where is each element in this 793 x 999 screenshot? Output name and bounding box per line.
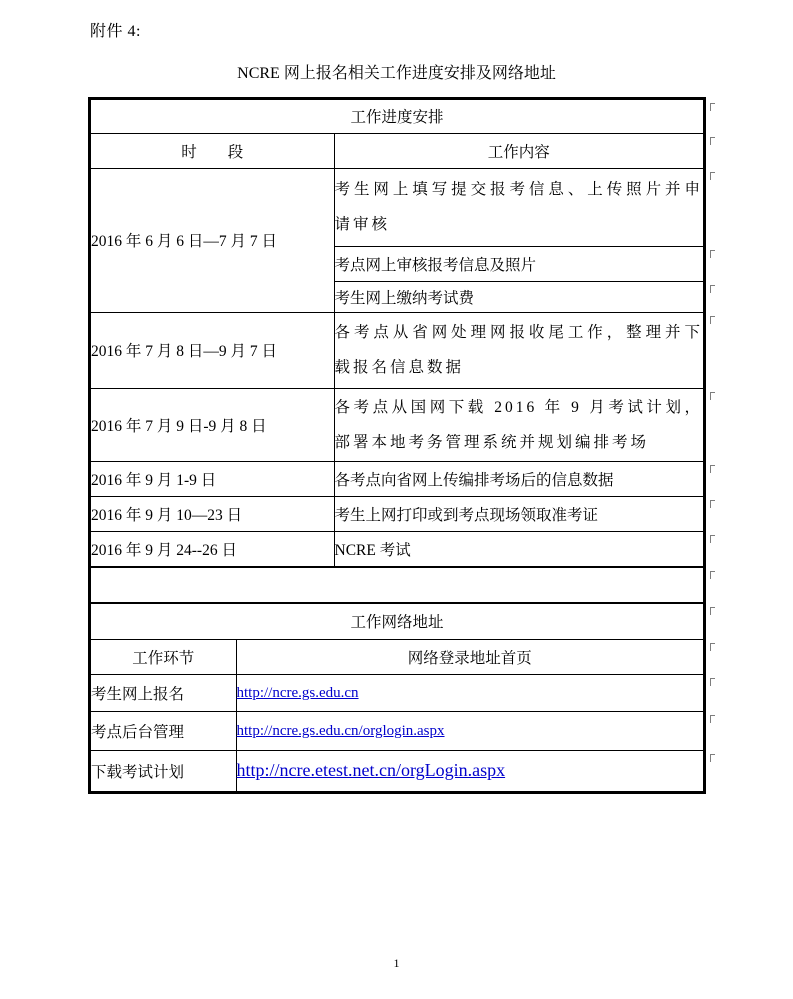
- period-cell: [91, 461, 334, 496]
- task-cell: [334, 531, 703, 566]
- row-end-mark-icon: [710, 285, 715, 293]
- period-text: 2016 年 6 月 6 日—7 月 7 日: [91, 233, 278, 250]
- url-header-label: 网络登录地址首页: [407, 649, 532, 667]
- task-cell: [334, 461, 703, 496]
- address-table: [91, 604, 703, 791]
- table-row: [91, 531, 703, 566]
- task-cell: [334, 246, 703, 281]
- period-text: 2016 年 9 月 10—23 日: [91, 506, 243, 524]
- period-cell: [91, 496, 334, 531]
- row-end-mark-icon: [710, 250, 715, 258]
- column-header-url: [236, 639, 703, 674]
- row-end-mark-icon: [710, 316, 715, 324]
- period-text: 2016 年 9 月 24--26 日: [91, 541, 237, 559]
- table-row: [91, 639, 703, 674]
- content-header-label: 工作内容: [487, 143, 550, 161]
- step-cell: [91, 750, 236, 791]
- table-row: [91, 388, 703, 461]
- step-header-label: 工作环节: [132, 649, 195, 667]
- candidate-signup-link[interactable]: http://ncre.gs.edu.cn: [236, 684, 359, 701]
- task-cell: [334, 281, 703, 312]
- url-cell: [236, 750, 703, 791]
- step-text: 下载考试计划: [91, 763, 185, 781]
- table-row: [91, 100, 703, 133]
- table-row: [91, 496, 703, 531]
- period-cell: [91, 168, 334, 312]
- period-text: 2016 年 7 月 8 日—9 月 7 日: [91, 343, 278, 360]
- table-row: [91, 168, 703, 246]
- row-end-mark-icon: [710, 392, 715, 400]
- task-cell: [334, 496, 703, 531]
- period-cell: [91, 312, 334, 388]
- task-text: 考生网上填写提交报考信息、上传照片并申请审核: [334, 181, 703, 233]
- row-end-mark-icon: [710, 137, 715, 145]
- row-end-mark-icon: [710, 643, 715, 651]
- row-end-mark-icon: [710, 172, 715, 180]
- row-end-mark-icon: [710, 754, 715, 762]
- page-number: 1: [393, 956, 400, 970]
- schedule-table-title-cell: [91, 100, 703, 133]
- exam-plan-download-link[interactable]: http://ncre.etest.net.cn/orgLogin.aspx: [236, 760, 506, 781]
- task-cell: [334, 168, 703, 246]
- period-text: 2016 年 9 月 1-9 日: [91, 471, 217, 489]
- row-end-mark-icon: [710, 465, 715, 473]
- column-header-step: [91, 639, 236, 674]
- tables-container: [88, 97, 706, 794]
- task-text: 各考点向省网上传编排考场后的信息数据: [334, 471, 614, 489]
- table-row: [91, 711, 703, 750]
- task-text: 各考点从省网处理网报收尾工作，整理并下载报名信息数据: [334, 324, 703, 376]
- task-text: 考点网上审核报考信息及照片: [334, 256, 537, 274]
- site-admin-link[interactable]: http://ncre.gs.edu.cn/orglogin.aspx: [236, 722, 445, 739]
- task-text: 考生网上缴纳考试费: [334, 289, 475, 307]
- url-cell: [236, 674, 703, 711]
- row-end-mark-icon: [710, 571, 715, 579]
- row-end-mark-icon: [710, 103, 715, 111]
- schedule-table-title: 工作进度安排: [350, 109, 444, 127]
- attachment-label: 附件 4:: [90, 23, 141, 40]
- step-cell: [91, 674, 236, 711]
- task-cell: [334, 312, 703, 388]
- task-cell: [334, 388, 703, 461]
- task-text: 各考点从国网下载 2016 年 9 月考试计划，部署本地考务管理系统并规划编排考场: [334, 398, 703, 451]
- row-end-mark-icon: [710, 500, 715, 508]
- url-cell: [236, 711, 703, 750]
- step-text: 考生网上报名: [91, 685, 185, 703]
- task-text: NCRE 考试: [334, 541, 411, 559]
- period-cell: [91, 531, 334, 566]
- column-header-period: [91, 133, 334, 168]
- table-row: [91, 604, 703, 639]
- address-table-title: 工作网络地址: [350, 614, 444, 632]
- column-header-content: [334, 133, 703, 168]
- table-row: [91, 133, 703, 168]
- table-row: [91, 750, 703, 791]
- table-row: [91, 312, 703, 388]
- period-header-label: 时 段: [181, 143, 244, 161]
- step-cell: [91, 711, 236, 750]
- page-title: NCRE 网上报名相关工作进度安排及网络地址: [237, 65, 556, 82]
- table-row: [91, 674, 703, 711]
- table-row: [91, 461, 703, 496]
- period-cell: [91, 388, 334, 461]
- period-text: 2016 年 7 月 9 日-9 月 8 日: [91, 417, 267, 435]
- schedule-table: [91, 100, 703, 566]
- address-table-title-cell: [91, 604, 703, 639]
- row-end-mark-icon: [710, 535, 715, 543]
- step-text: 考点后台管理: [91, 723, 185, 741]
- empty-spacer-row: [91, 566, 703, 604]
- row-end-mark-icon: [710, 678, 715, 686]
- task-text: 考生上网打印或到考点现场领取准考证: [334, 506, 599, 524]
- row-end-mark-icon: [710, 715, 715, 723]
- row-end-mark-icon: [710, 607, 715, 615]
